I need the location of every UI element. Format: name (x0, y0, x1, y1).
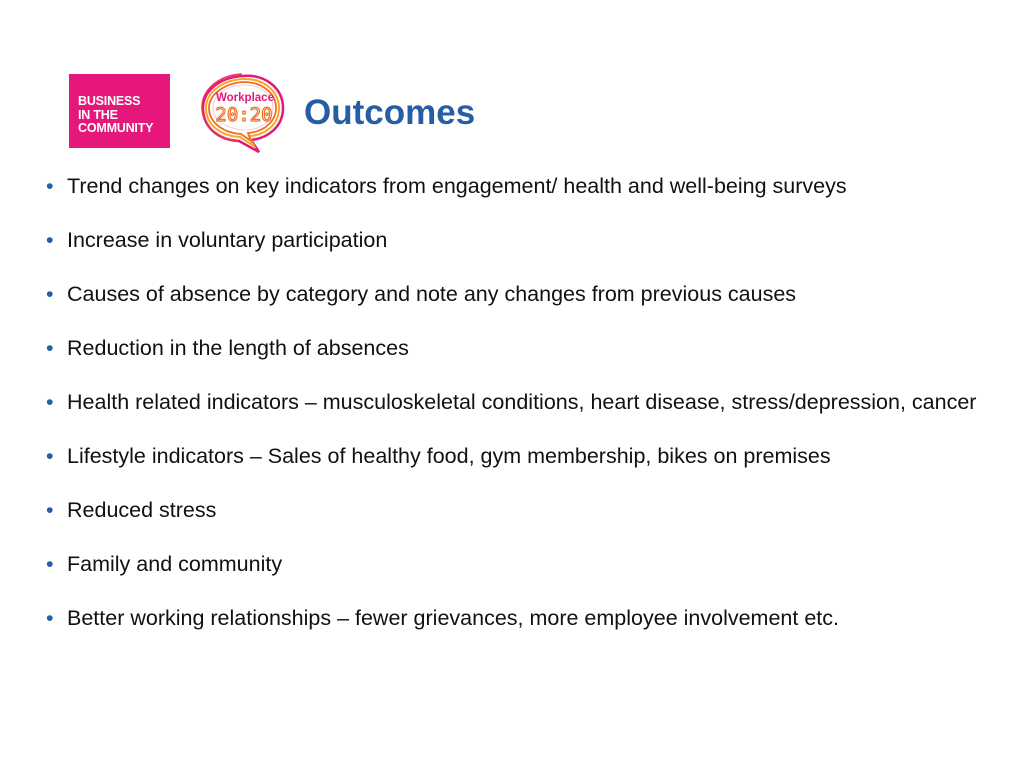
bullet-text: Health related indicators – musculoskeletal conditions, heart disease, stress/depression, cancer (67, 390, 977, 414)
bullet-text: Lifestyle indicators – Sales of healthy food, gym membership, bikes on premises (67, 444, 831, 468)
bitc-logo-line-2: IN THE (78, 107, 118, 122)
workplace-2020-logo (199, 70, 287, 154)
bullet-icon: • (46, 174, 54, 198)
bitc-logo-line-3: COMMUNITY (78, 121, 154, 135)
bullet-item-5 (46, 384, 1006, 420)
business-in-the-community-logo (69, 74, 170, 148)
bullet-item-1 (46, 168, 1006, 204)
bullet-icon: • (46, 552, 54, 576)
bullet-item-2 (46, 222, 1006, 258)
bullet-text: Trend changes on key indicators from engagement/ health and well-being surveys (67, 174, 847, 198)
bullet-item-3 (46, 276, 1006, 312)
bullet-icon: • (46, 282, 54, 306)
bullet-text: Family and community (67, 552, 283, 576)
bullet-icon: • (46, 390, 54, 414)
bullet-text: Increase in voluntary participation (67, 228, 388, 252)
workplace-logo-top-text: Workplace (216, 92, 274, 104)
bullet-text: Better working relationships – fewer grievances, more employee involvement etc. (67, 606, 839, 630)
workplace-logo-number-text: 20:20 (215, 104, 273, 126)
bullet-text: Reduced stress (67, 498, 217, 522)
slide-title: Outcomes (304, 93, 476, 132)
bullet-icon: • (46, 336, 54, 360)
bullet-item-7 (46, 492, 1006, 528)
bullet-icon: • (46, 444, 54, 468)
bitc-logo-line-1: BUSINESS (78, 94, 141, 108)
bullet-icon: • (46, 228, 54, 252)
bullet-text: Causes of absence by category and note any changes from previous causes (67, 282, 797, 306)
workplace-speech-bubble-icon (199, 70, 287, 154)
outcomes-bullet-list (46, 168, 1006, 654)
bullet-icon: • (46, 606, 54, 630)
bullet-item-8 (46, 546, 1006, 582)
bullet-item-6 (46, 438, 1006, 474)
bullet-item-9 (46, 600, 1006, 636)
bullet-text: Reduction in the length of absences (67, 336, 409, 360)
bullet-item-4 (46, 330, 1006, 366)
bullet-icon: • (46, 498, 54, 522)
